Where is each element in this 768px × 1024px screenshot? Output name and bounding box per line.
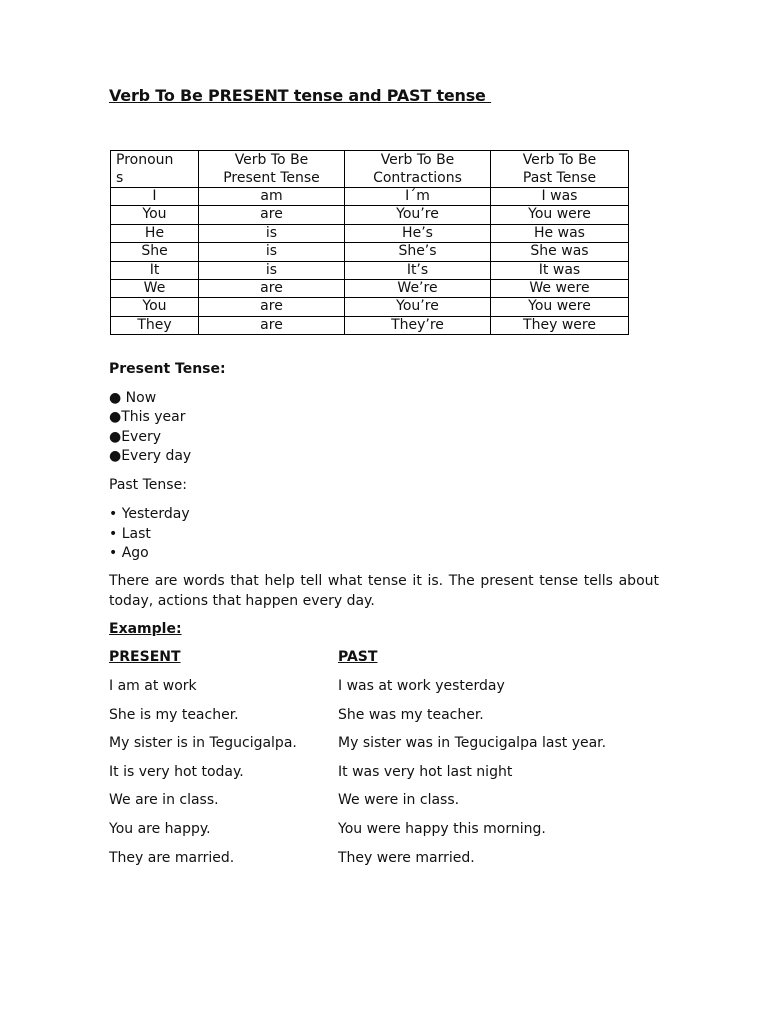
page-title: Verb To Be PRESENT tense and PAST tense [109,86,492,105]
example-heading: Example: [109,621,182,637]
bullet-item: • Last [109,525,151,542]
table-cell: We’re [345,280,491,298]
table-cell: is [199,261,345,279]
table-header-row [111,151,629,188]
table-cell: You were [491,206,629,224]
example-past-sentence: It was very hot last night [338,763,513,780]
present-tense-heading: Present Tense: [109,361,226,377]
header-pronouns: Pronoun s [111,151,199,188]
table-row [111,280,629,298]
table-cell: You’re [345,298,491,316]
table-cell: She’s [345,243,491,261]
table-cell: You’re [345,206,491,224]
table-cell: I was [491,188,629,206]
example-present-sentence: I am at work [109,678,197,694]
bullet-item: ●Every day [109,447,192,464]
example-present-sentence: You are happy. [109,821,211,837]
table-cell: They were [491,316,629,334]
table-row [111,188,629,206]
bullet-item: • Ago [109,545,149,561]
example-present-sentence: My sister is in Tegucigalpa. [109,735,297,752]
present-column-label: PRESENT [109,649,181,665]
example-present-sentence: We are in class. [109,792,219,809]
example-past-sentence: We were in class. [338,792,460,809]
bullet-item: ● Now [109,390,157,406]
example-past-sentence: They were married. [338,849,475,866]
table-cell: It was [491,261,629,279]
table-cell: You were [491,298,629,316]
table-row [111,316,629,334]
header-contractions: Verb To Be Contractions [345,151,491,188]
past-tense-heading: Past Tense: [109,477,187,493]
table-row [111,224,629,242]
table-row [111,206,629,224]
example-past-sentence: My sister was in Tegucigalpa last year. [338,735,607,752]
table-row [111,298,629,316]
table-cell: You [111,298,199,316]
example-present-sentence: They are married. [109,849,235,866]
table-cell: He was [491,224,629,242]
table-cell: We were [491,280,629,298]
table-cell: is [199,224,345,242]
verb-table [110,150,629,335]
table-body [111,188,629,335]
example-past-sentence: You were happy this morning. [338,821,546,837]
table-cell: are [199,298,345,316]
example-past-sentence: She was my teacher. [338,706,484,723]
bullet-item: ●This year [109,409,186,426]
table-cell: They [111,316,199,334]
header-past: Verb To Be Past Tense [491,151,629,188]
table-row [111,261,629,279]
table-cell: She [111,243,199,261]
table-cell: He’s [345,224,491,242]
explanation-paragraph: There are words that help tell what tense it is. The present tense tells about today, actions that happen every day. [109,573,659,609]
table-cell: are [199,206,345,224]
table-cell: am [199,188,345,206]
table-cell: He [111,224,199,242]
table-cell: It’s [345,261,491,279]
example-past-sentence: I was at work yesterday [338,678,505,694]
table-cell: I´m [345,188,491,206]
example-present-sentence: It is very hot today. [109,763,244,780]
table-cell: I [111,188,199,206]
table-cell: She was [491,243,629,261]
past-column-label: PAST [338,649,378,665]
table-cell: It [111,261,199,279]
example-present-sentence: She is my teacher. [109,706,239,723]
table-cell: They’re [345,316,491,334]
table-cell: We [111,280,199,298]
table-cell: You [111,206,199,224]
table-cell: are [199,316,345,334]
bullet-item: ●Every [109,428,162,445]
bullet-item: • Yesterday [109,506,190,522]
table-cell: are [199,280,345,298]
table-cell: is [199,243,345,261]
header-present: Verb To Be Present Tense [199,151,345,188]
table-row [111,243,629,261]
